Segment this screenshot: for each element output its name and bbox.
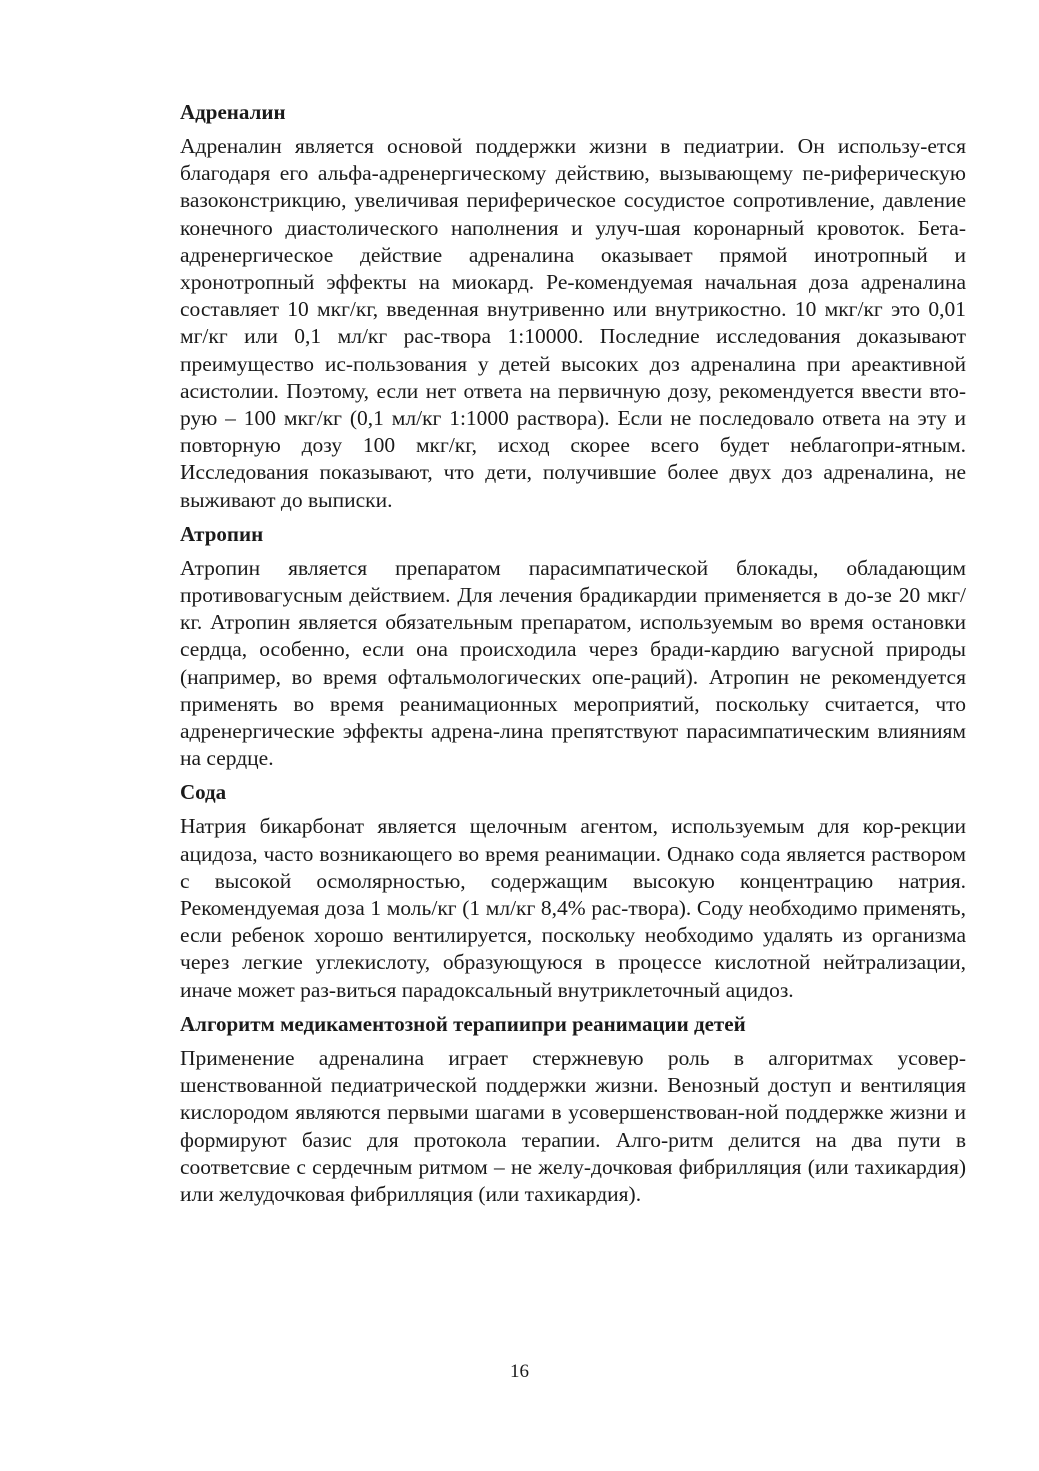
section-soda [180, 777, 966, 1003]
section-atropine [180, 519, 966, 773]
section-paragraph: Адреналин является основой поддержки жизни в педиатрии. Он использу-ется благодаря его альфа-адренергическому действию, вызывающему пе-риферическую вазоконстрикцию, увеличивая периферическое сосудистое сопротивление, давление конечного диастолического наполнения и улуч-шая коронарный кровоток. Бета-адренергическое действие адреналина оказывает прямой инотропный и хронотропный эффекты на миокард. Ре-комендуемая начальная доза адреналина составляет 10 мкг/кг, введенная внутривенно или внутрикостно. 10 мкг/кг это 0,01 мг/кг или 0,1 мл/кг рас-твора 1:10000. Последние исследования доказывают преимущество ис-пользования у детей высоких доз адреналина при ареактивной асистолии. Поэтому, если нет ответа на первичную дозу, рекомендуется ввести вто-рую – 100 мкг/кг (0,1 мл/кг 1:1000 раствора). Если не последовало ответа на эту и повторную дозу 100 мкг/кг, исход скорее всего будет неблагопри-ятным. Исследования показывают, что дети, получившие более двух доз адреналина, не выживают до выписки. [180, 134, 966, 512]
section-paragraph: Натрия бикарбонат является щелочным агентом, используемым для кор-рекции ацидоза, часто возникающего во время реанимации. Однако сода является раствором с высокой осмолярностью, содержащим высокую концентрацию натрия. Рекомендуемая доза 1 моль/кг (1 мл/кг 8,4% рас-твора). Соду необходимо применять, если ребенок хорошо вентилируется, поскольку необходимо удалять из организма через легкие углекислоту, образующуюся в процессе кислотной нейтрализации, иначе может раз-виться парадоксальный внутриклеточный ацидоз. [180, 814, 966, 1002]
section-heading: Алгоритм медикаментозной терапиипри реанимации детей [180, 1011, 746, 1036]
section-adrenaline [180, 97, 966, 514]
section-heading: Атропин [180, 521, 264, 546]
section-heading: Адреналин [180, 100, 286, 124]
page-number: 16 [510, 1361, 529, 1382]
section-paragraph: Применение адреналина играет стержневую роль в алгоритмах усовер-шенствованной педиатрической поддержки жизни. Венозный доступ и вентиляция кислородом являются первыми шагами в усовершенствован-ной поддержке жизни и формируют базис для протокола терапии. Алго-ритм делится на два пути в соответсвие с сердечным ритмом – не желу-дочковая фибрилляция (или тахикардия) или желудочковая фибрилляция (или тахикардия). [180, 1045, 966, 1206]
section-paragraph: Атропин является препаратом парасимпатической блокады, обладающим противовагусным действием. Для лечения брадикардии применяется в до-зе 20 мкг/кг. Атропин является обязательным препаратом, используемым во время остановки сердца, особенно, если она происходила через бради-кардию вагусной природы (например, во время офтальмологических опе-раций). Атропин не рекомендуется применять во время реанимационных мероприятий, поскольку считается, что адренергические эффекты адрена-лина препятствуют парасимпатическим влияниям на сердце. [180, 555, 966, 771]
section-heading: Сода [180, 780, 227, 805]
document-page [180, 97, 966, 1213]
section-algorithm [180, 1009, 966, 1208]
